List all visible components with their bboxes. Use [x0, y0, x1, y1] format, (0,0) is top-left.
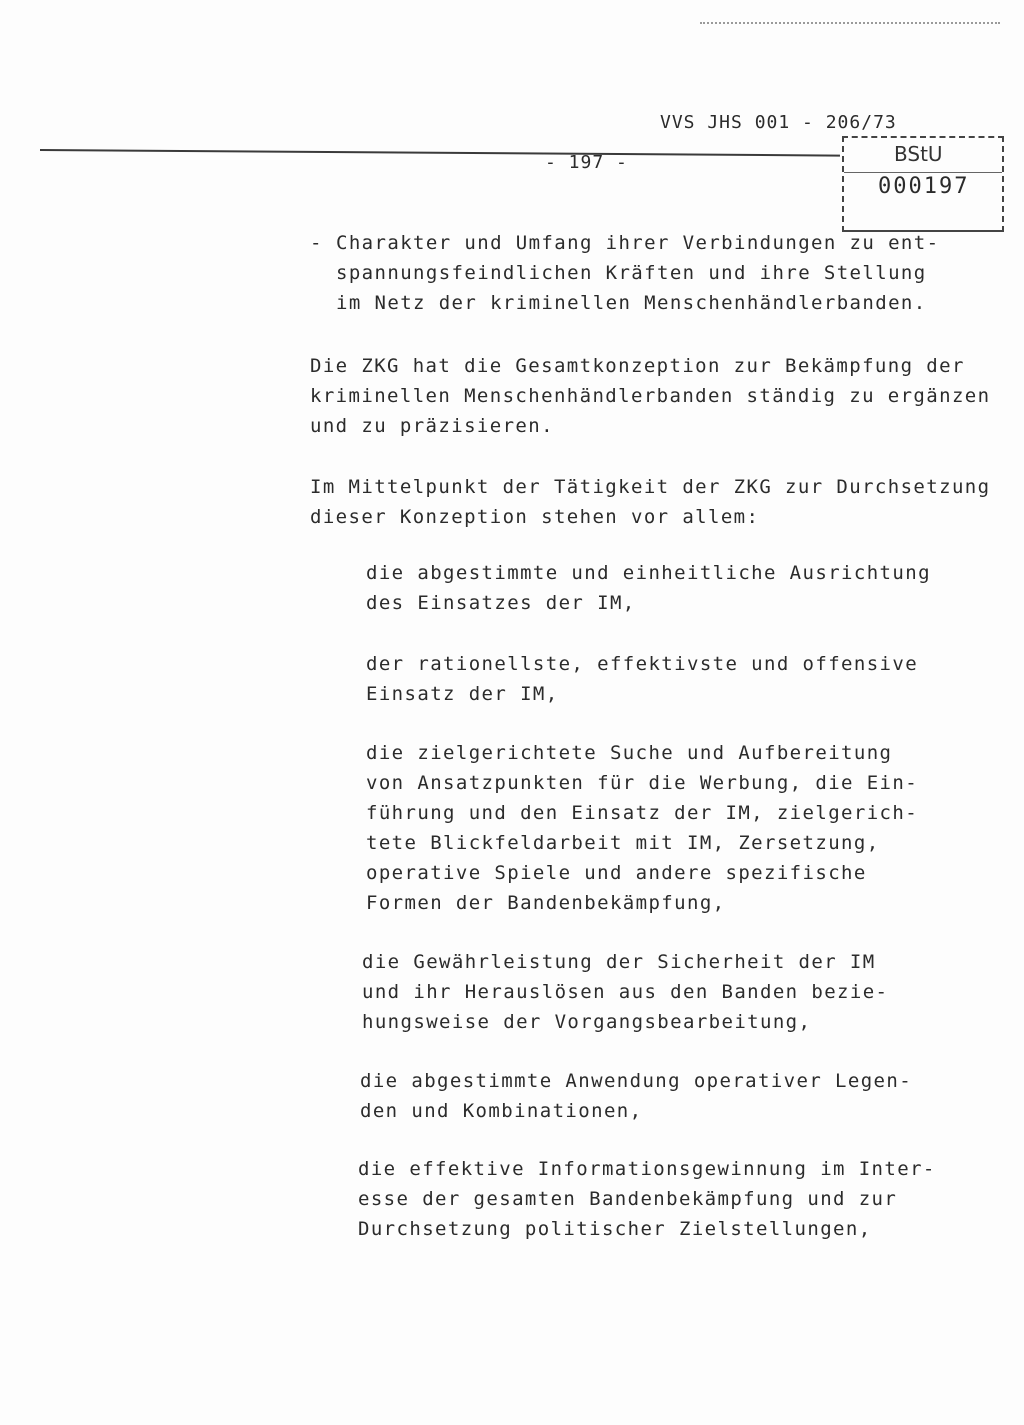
text-line: esse der gesamten Bandenbekämpfung und zur	[358, 1188, 898, 1210]
text-line: Formen der Bandenbekämpfung,	[366, 892, 726, 914]
page-number: - 197 -	[545, 152, 628, 173]
text-line: Einsatz der IM,	[366, 683, 559, 705]
text-line: Die ZKG hat die Gesamtkonzeption zur Bekämpfung der	[310, 355, 965, 377]
text-line: spannungsfeindlichen Kräften und ihre Stellung	[336, 262, 927, 284]
paragraph	[310, 351, 990, 441]
text-line: hungsweise der Vorgangsbearbeitung,	[362, 1011, 812, 1033]
list-item	[366, 558, 931, 618]
list-item	[358, 1154, 936, 1244]
text-line: tete Blickfeldarbeit mit IM, Zersetzung,	[366, 832, 880, 854]
bullet-dash: -	[310, 232, 323, 254]
paragraph	[310, 472, 990, 532]
stamp-label: BStU	[894, 142, 943, 166]
bullet-block	[310, 228, 940, 318]
text-line: Charakter und Umfang ihrer Verbindungen zu ent-	[336, 232, 940, 254]
text-line: im Netz der kriminellen Menschenhändlerbanden.	[336, 292, 927, 314]
top-scan-mark	[700, 22, 1000, 26]
archive-stamp	[842, 136, 1004, 232]
document-reference: VVS JHS 001 - 206/73	[660, 112, 897, 133]
text-line: die abgestimmte Anwendung operativer Legen-	[360, 1070, 913, 1092]
list-item	[362, 947, 888, 1037]
text-line: des Einsatzes der IM,	[366, 592, 636, 614]
text-line: dieser Konzeption stehen vor allem:	[310, 506, 760, 528]
text-line: führung und den Einsatz der IM, zielgerich-	[366, 802, 919, 824]
list-item	[360, 1066, 912, 1126]
text-line: kriminellen Menschenhändlerbanden ständig zu ergänzen	[310, 385, 991, 407]
text-line: von Ansatzpunkten für die Werbung, die Ein-	[366, 772, 919, 794]
stamp-number: 000197	[878, 174, 970, 199]
list-item	[366, 649, 918, 709]
text-line: und zu präzisieren.	[310, 415, 554, 437]
text-line: die effektive Informationsgewinnung im Inter-	[358, 1158, 936, 1180]
text-line: die abgestimmte und einheitliche Ausrichtung	[366, 562, 931, 584]
text-line: der rationellste, effektivste und offensive	[366, 653, 919, 675]
list-item	[366, 738, 918, 918]
text-line: die Gewährleistung der Sicherheit der IM	[362, 951, 876, 973]
stamp-divider	[844, 172, 1002, 173]
text-line: Im Mittelpunkt der Tätigkeit der ZKG zur Durchsetzung	[310, 476, 991, 498]
header-rule	[40, 149, 840, 157]
text-line: die zielgerichtete Suche und Aufbereitung	[366, 742, 893, 764]
text-line: Durchsetzung politischer Zielstellungen,	[358, 1218, 872, 1240]
text-line: und ihr Herauslösen aus den Banden bezie-	[362, 981, 889, 1003]
text-line: den und Kombinationen,	[360, 1100, 643, 1122]
text-line: operative Spiele und andere spezifische	[366, 862, 867, 884]
